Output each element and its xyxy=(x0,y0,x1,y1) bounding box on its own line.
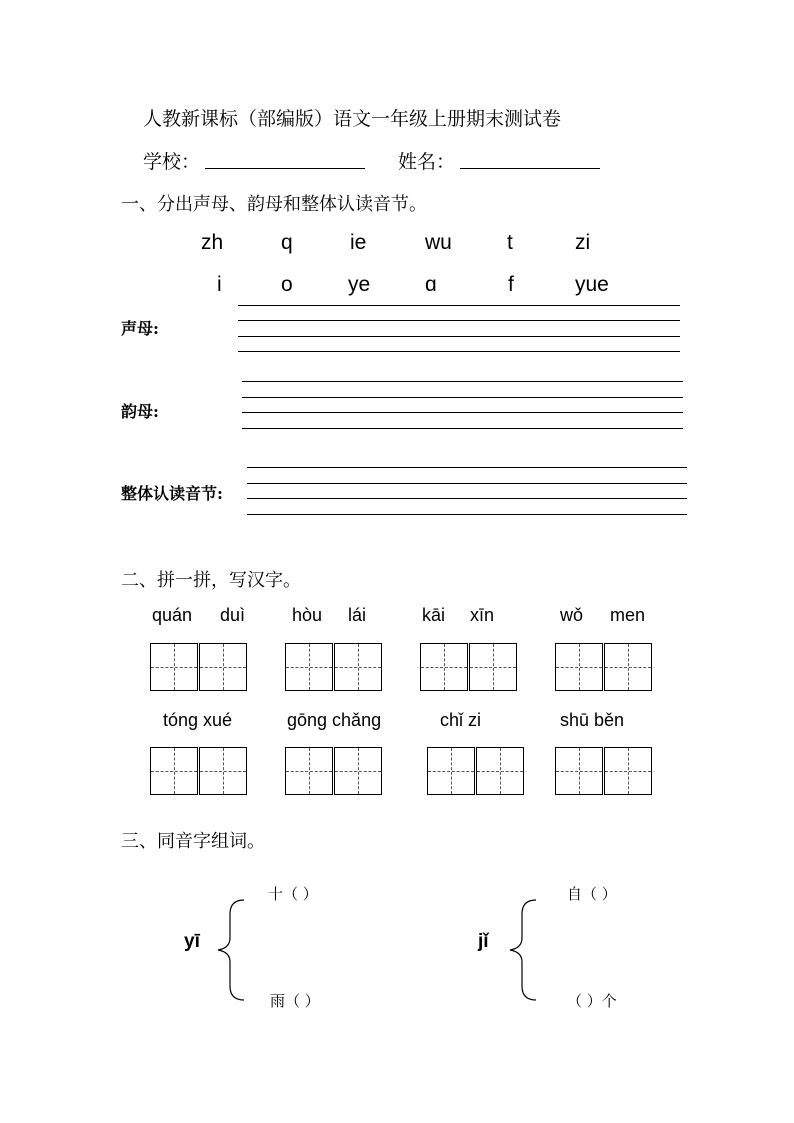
pinyin-word: shū běn xyxy=(560,710,625,730)
right-brace xyxy=(504,896,544,1004)
shengmu-label: 声母: xyxy=(121,319,159,338)
syllable: f xyxy=(508,273,514,296)
right-bottom-item[interactable]: （ ）个 xyxy=(567,992,617,1010)
section3-heading: 三、同音字组词。 xyxy=(121,831,265,852)
tianzige-box[interactable] xyxy=(469,643,517,691)
pinyin-word: kāi xyxy=(422,605,446,625)
right-pinyin: jǐ xyxy=(478,931,489,952)
syllable: ie xyxy=(350,231,367,254)
tianzige-box[interactable] xyxy=(476,747,524,795)
page-title: 人教新课标（部编版）语文一年级上册期末测试卷 xyxy=(143,108,562,130)
pinyin-word: gōng chǎng xyxy=(287,710,382,730)
pinyin-word: xīn xyxy=(470,605,495,625)
syllable: wu xyxy=(425,231,452,254)
syllable: ɑ xyxy=(425,273,437,296)
yunmu-label: 韵母: xyxy=(121,402,159,421)
pinyin-word: tóng xué xyxy=(163,710,233,730)
section1-heading: 一、分出声母、韵母和整体认读音节。 xyxy=(121,194,427,215)
syllable: o xyxy=(281,273,293,296)
tianzige-box[interactable] xyxy=(420,643,468,691)
syllable: zh xyxy=(201,231,224,254)
name-field[interactable] xyxy=(460,168,600,169)
left-bottom-item[interactable]: 雨（ ） xyxy=(270,992,320,1010)
tianzige-box[interactable] xyxy=(604,747,652,795)
school-field[interactable] xyxy=(205,168,365,169)
left-pinyin: yī xyxy=(184,931,200,952)
tianzige-box[interactable] xyxy=(334,747,382,795)
tianzige-box[interactable] xyxy=(555,643,603,691)
tianzige-box[interactable] xyxy=(150,643,198,691)
tianzige-box[interactable] xyxy=(199,643,247,691)
syllable: yue xyxy=(575,273,609,296)
pinyin-word: lái xyxy=(348,605,367,625)
left-brace xyxy=(212,896,252,1004)
pinyin-word: duì xyxy=(220,605,246,625)
left-top-item[interactable]: 十（ ） xyxy=(268,885,318,903)
tianzige-box[interactable] xyxy=(334,643,382,691)
pinyin-word: quán xyxy=(152,605,193,625)
syllable: t xyxy=(507,231,513,254)
syllable: q xyxy=(281,231,293,254)
school-label: 学校： xyxy=(143,151,201,173)
name-label: 姓名： xyxy=(398,151,456,173)
tianzige-box[interactable] xyxy=(427,747,475,795)
tianzige-box[interactable] xyxy=(285,747,333,795)
tianzige-box[interactable] xyxy=(604,643,652,691)
right-top-item[interactable]: 自（ ） xyxy=(567,885,617,903)
syllable: ye xyxy=(348,273,371,296)
pinyin-word: chǐ zi xyxy=(440,710,482,730)
tianzige-box[interactable] xyxy=(285,643,333,691)
pinyin-word: hòu xyxy=(292,605,323,625)
section2-heading: 二、拼一拼，写汉字。 xyxy=(121,570,301,591)
tianzige-box[interactable] xyxy=(199,747,247,795)
tianzige-box[interactable] xyxy=(150,747,198,795)
tianzige-box[interactable] xyxy=(555,747,603,795)
syllable: zi xyxy=(575,231,591,254)
pinyin-word: wǒ xyxy=(560,605,584,625)
zhengti-label: 整体认读音节: xyxy=(121,484,223,503)
pinyin-word: men xyxy=(610,605,646,625)
syllable: i xyxy=(217,273,222,296)
